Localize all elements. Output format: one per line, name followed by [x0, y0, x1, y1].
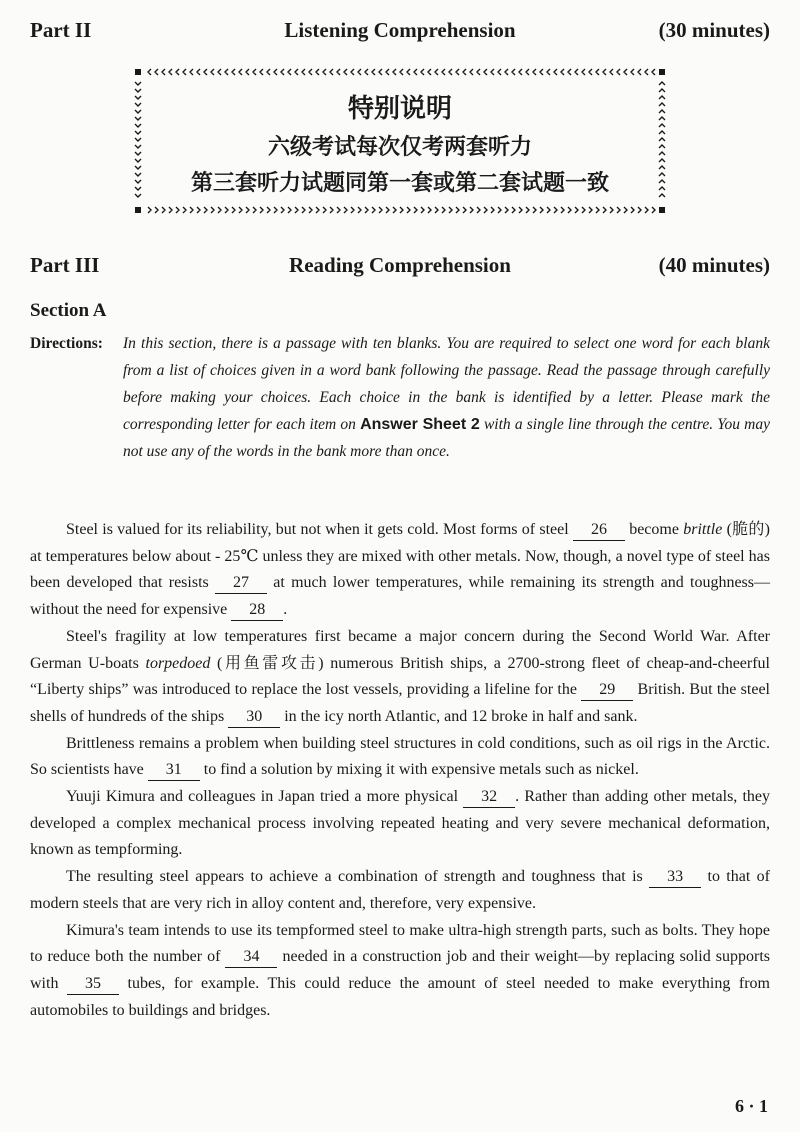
p2-text-a: Steel's fragility at low temperatures first became a major concern during the Second World War. After German U-boats [30, 627, 770, 672]
gloss-brittle: (脆的) [726, 521, 771, 538]
paragraph-5 [30, 864, 770, 917]
border-corner [659, 207, 665, 213]
term-brittle: brittle [683, 521, 723, 538]
part2-title: Listening Comprehension [284, 18, 516, 42]
blank-28: 28 [231, 600, 283, 621]
p1-text-f: . [283, 601, 288, 619]
p5-text-a: The resulting steel appears to achieve a combination of strength and toughness that is [66, 868, 650, 886]
answer-sheet-reference: Answer Sheet 2 [360, 416, 480, 433]
p2-text-c: British. But the steel shells of hundreds of the ships [30, 681, 771, 725]
p6-text-b: needed in a construction job and their weight—by replacing solid supports with [30, 948, 770, 992]
border-corner [135, 207, 141, 213]
special-notice-box [132, 66, 668, 216]
notice-line-1: 六级考试每次仅考两套听力 [267, 135, 532, 160]
part3-time: (40 minutes) [658, 253, 770, 277]
paragraph-6 [30, 918, 770, 1025]
p1-text-a: Steel is valued for its reliability, but not when it gets cold. Most forms of steel [66, 521, 573, 538]
directions-text [123, 330, 770, 465]
paragraph-4 [30, 784, 770, 864]
part2-label: Part II [30, 18, 92, 42]
gloss-torpedoed: (用鱼雷攻击) [217, 654, 324, 672]
blank-33: 33 [649, 867, 701, 888]
blank-31: 31 [148, 760, 200, 781]
blank-35: 35 [67, 974, 119, 995]
blank-27: 27 [215, 573, 267, 594]
p2-text-b: numerous British ships, a 2700-strong fleet of cheap-and-cheerful “Liberty ships” was introduced to replace the lost vessels, providing a lifeline for the [30, 654, 771, 699]
p2-text-d: in the icy north Atlantic, and 12 broke in half and sank. [280, 707, 638, 725]
blank-30: 30 [228, 707, 280, 728]
border-corner [135, 69, 141, 75]
part2-header [30, 18, 770, 48]
directions-block [30, 330, 770, 465]
p1-text-e: at much lower temperatures, while remaining its strength and toughness—without the need for expensive [30, 574, 770, 619]
p3-text-a: Brittleness remains a problem when building steel structures in cold conditions, such as oil rigs in the Arctic. So scientists have [30, 734, 770, 779]
p3-text-b: to find a solution by mixing it with expensive metals such as nickel. [199, 761, 639, 779]
term-torpedoed: torpedoed [145, 654, 211, 672]
part3-title: Reading Comprehension [289, 253, 511, 277]
directions-label: Directions: [30, 335, 103, 352]
directions-text-after: with a single line through the centre. You may not use any of the words in the bank more than once. [123, 416, 770, 460]
blank-26: 26 [573, 520, 625, 541]
directions-text-before: In this section, there is a passage with ten blanks. You are required to select one word for each blank from a list of choices given in a word bank following the passage. Read the passage through carefully before making your choices. Each choice in the bank is identified by a letter. Please mark the corresponding letter for each item on [123, 335, 770, 433]
p6-text-c: tubes, for example. This could reduce the amount of steel needed to make everything from automobiles to buildings and bridges. [30, 974, 770, 1019]
part2-time: (30 minutes) [658, 18, 770, 42]
p1-text-d: at temperatures below about - 25℃ unless they are mixed with other metals. Now, though, a novel type of steel has been developed that resists [30, 547, 770, 592]
p5-text-b: to that of modern steels that are very rich in alloy content and, therefore, very expensive. [30, 868, 770, 912]
p4-text-a: Yuuji Kimura and colleagues in Japan tried a more physical [66, 788, 464, 806]
part3-label: Part III [30, 253, 100, 277]
p4-text-b: . Rather than adding other metals, they developed a complex mechanical process involving repeated heating and very severe mechanical deformation, known as tempforming. [30, 788, 770, 859]
paragraph-1 [30, 517, 770, 624]
notice-title: 特别说明 [347, 94, 452, 124]
p6-text-a: Kimura's team intends to use its tempformed steel to make ultra-high strength parts, such as bolts. They hope to reduce both the number of [30, 921, 770, 966]
reading-passage [30, 517, 770, 1024]
blank-32: 32 [463, 787, 515, 808]
blank-34: 34 [225, 947, 277, 968]
p1-text-c: become [624, 521, 684, 538]
part3-header [30, 253, 770, 283]
border-corner [659, 69, 665, 75]
page-number: 6 · 1 [734, 1096, 768, 1116]
paragraph-3 [30, 731, 770, 784]
section-heading: Section A [30, 300, 107, 321]
paragraph-2 [30, 624, 770, 731]
blank-29: 29 [581, 680, 633, 701]
notice-line-2: 第三套听力试题同第一套或第二套试题一致 [190, 171, 609, 196]
